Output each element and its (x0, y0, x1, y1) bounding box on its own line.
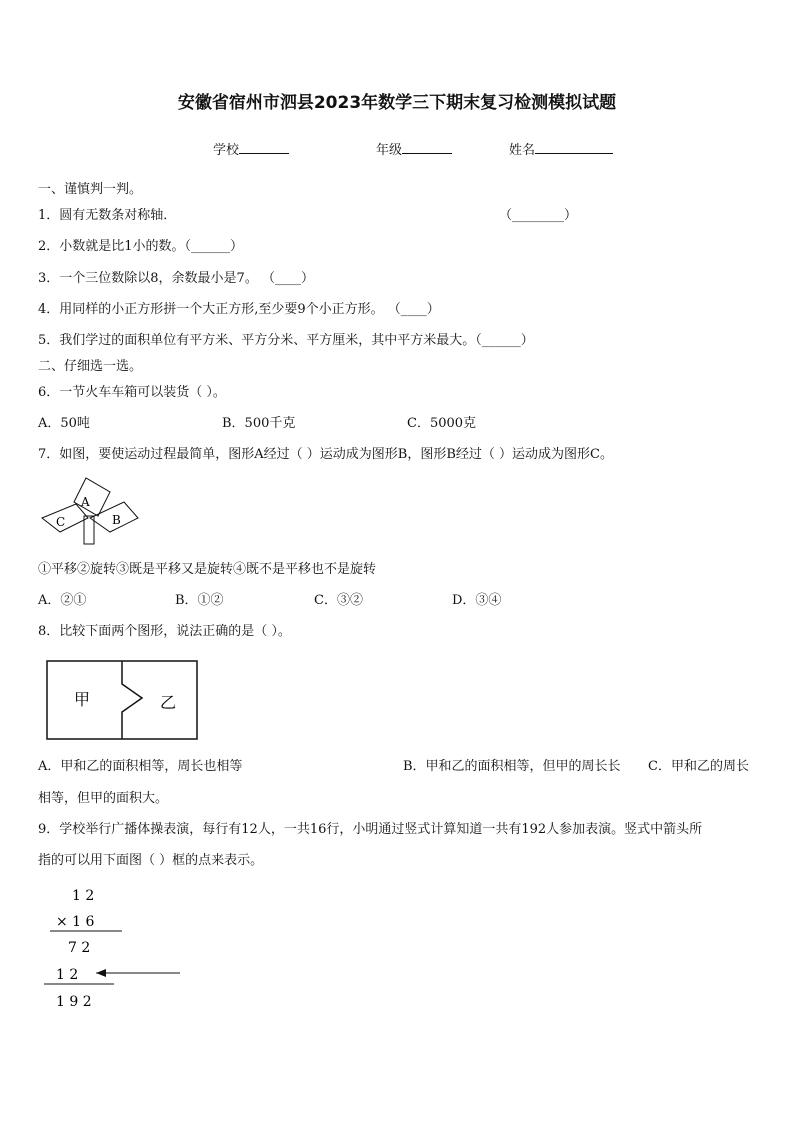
label-yi: 乙 (160, 693, 177, 712)
label-b: B (112, 513, 121, 527)
question-2: 2．小数就是比1小的数。（______） (38, 239, 244, 254)
calc-row-1: 1 2 (72, 888, 95, 904)
grade-field (376, 141, 452, 160)
question-6: 6．一节火车车箱可以装货（ ）。 (38, 385, 226, 400)
question-9-line2: 指的可以用下面图（ ）框的点来表示。 (38, 853, 264, 868)
question-3: 3．一个三位数除以8，余数最小是7。 （____） (38, 271, 314, 286)
q7-figure (38, 474, 142, 546)
calc-row-5: 1 9 2 (56, 994, 92, 1010)
name-field (509, 141, 613, 160)
arrow-head-icon (96, 969, 106, 977)
label-c: C (56, 515, 66, 529)
q7-option-a[interactable]: A．②① (38, 593, 87, 608)
grade-label: 年级 (376, 143, 403, 158)
q8-option-b[interactable]: B．甲和乙的面积相等，但甲的周长长 (403, 759, 621, 774)
calc-row-2: × 1 6 (56, 914, 95, 930)
q6-option-c[interactable]: C．5000克 (407, 416, 477, 431)
q9-calculation (40, 880, 190, 1015)
page-title: 安徽省宿州市泗县2023年数学三下期末复习检测模拟试题 (177, 93, 617, 113)
q8-option-a[interactable]: A．甲和乙的面积相等，周长也相等 (38, 759, 243, 774)
q7-option-b[interactable]: B．①② (175, 593, 224, 608)
q8-option-c-cont: 相等，但甲的面积大。 (38, 791, 169, 806)
q8-option-c[interactable]: C．甲和乙的周长 (648, 759, 749, 774)
question-1: 1．圆有无数条对称轴． (38, 208, 177, 223)
question-4: 4．用同样的小正方形拼一个大正方形,至少要9个小正方形。 （____） (38, 302, 440, 317)
q7-option-d[interactable]: D．③④ (452, 593, 502, 608)
q7-option-list: ①平移②旋转③既是平移又是旋转④既不是平移也不是旋转 (38, 562, 377, 577)
q6-option-b[interactable]: B．500千克 (222, 416, 296, 431)
question-7: 7．如图，要使运动过程最简单，图形A经过（ ）运动成为图形B，图形B经过（ ）运动成为图形C。 (38, 447, 613, 462)
divider (122, 661, 142, 739)
label-a: A (81, 495, 90, 509)
section1-heading: 一、谨慎判一判。 (38, 182, 143, 197)
name-blank[interactable] (535, 141, 613, 154)
calc-row-4: 1 2 (56, 967, 79, 983)
school-field (213, 141, 289, 160)
q8-figure (46, 660, 200, 742)
q6-option-a[interactable]: A．50吨 (38, 416, 90, 431)
school-blank[interactable] (239, 141, 289, 154)
question-9-line1: 9．学校举行广播体操表演，每行有12人，一共16行，小明通过竖式计算知道一共有192人参加表演。竖式中箭头所 (38, 822, 703, 837)
question-8: 8．比较下面两个图形，说法正确的是（ ）。 (38, 624, 291, 639)
q7-option-c[interactable]: C．③② (314, 593, 363, 608)
shape-a (74, 478, 110, 516)
section2-heading: 二、仔细选一选。 (38, 359, 143, 374)
school-label: 学校 (213, 143, 240, 158)
question-1-answer[interactable]: （________） (499, 208, 578, 223)
question-5: 5．我们学过的面积单位有平方米、平方分米、平方厘米，其中平方米最大。（______） (38, 333, 534, 348)
label-jia: 甲 (74, 690, 91, 709)
grade-blank[interactable] (402, 141, 452, 154)
calc-row-3: 7 2 (68, 940, 91, 956)
name-label: 姓名 (509, 143, 536, 158)
